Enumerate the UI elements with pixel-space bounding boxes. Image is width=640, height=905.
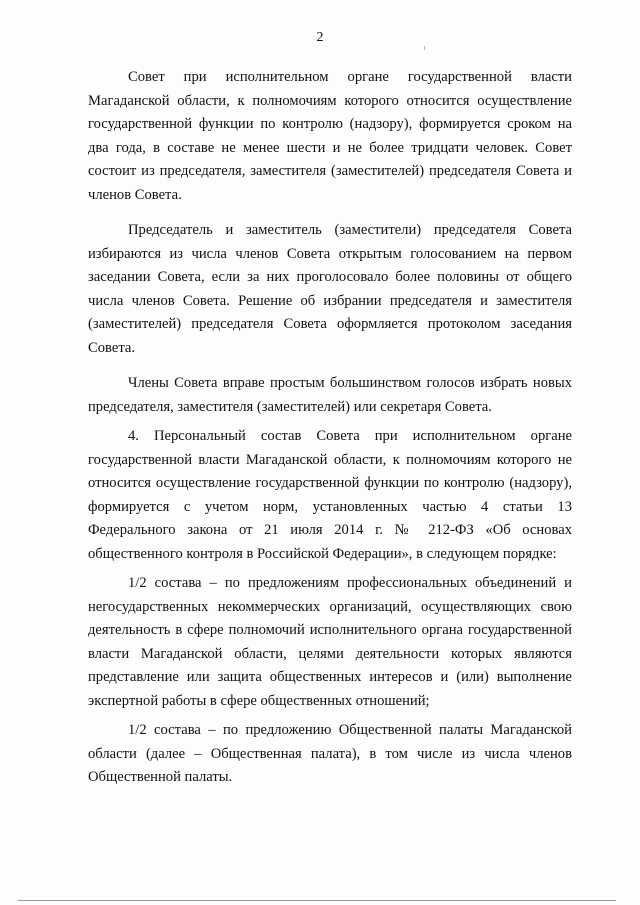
paragraph-half-public-chamber: 1/2 состава – по предложению Общественной палаты Магаданской области (далее – Общественная палата), в том числе из числа членов Общественной палаты. <box>88 722 572 785</box>
document-body <box>88 66 572 802</box>
paragraph-chair-election: Председатель и заместитель (заместители) председателя Совета избираются из числа членов Совета открытым голосованием на первом заседании Совета, если за них проголосовало более половины от общего числа членов Совета. Решение об избрании председателя и заместителя (заместителей) председателя Совета оформляется протоколом заседания Совета. <box>88 222 572 356</box>
paragraph-half-professional-associations: 1/2 состава – по предложениям профессиональных объединений и негосударственных некоммерческих организаций, осуществляющих свою деятельность в сфере полномочий исполнительного органа государственной власти Магаданской области, целями деятельности которых являются представление или защита общественных интересов и (или) выполнение экспертной работы в сфере общественных отношений; <box>88 575 572 709</box>
scan-artifact-mark <box>424 46 425 50</box>
scan-bottom-edge-line <box>18 900 616 901</box>
paragraph-new-chair-election: Члены Совета вправе простым большинством голосов избрать новых председателя, заместителя (заместителей) или секретаря Совета. <box>88 375 572 415</box>
paragraph-council-formation: Совет при исполнительном органе государственной власти Магаданской области, к полномочиям которого относится осуществление государственной функции по контролю (надзору), формируется сроком на два года, в составе не менее шести и не более тридцати человек. Совет состоит из председателя, заместителя (заместителей) председателя Совета и членов Совета. <box>88 69 572 203</box>
paragraph-item-4-composition: 4. Персональный состав Совета при исполнительном органе государственной власти Магаданской области, к полномочиям которого не относится осуществление государственной функции по контролю (надзору), формируется с учетом норм, установленных частью 4 статьи 13 Федерального закона от 21 июля 2014 г. № 212-ФЗ «Об основах общественного контроля в Российской Федерации», в следующем порядке: <box>88 428 572 562</box>
page-number: 2 <box>316 30 324 45</box>
